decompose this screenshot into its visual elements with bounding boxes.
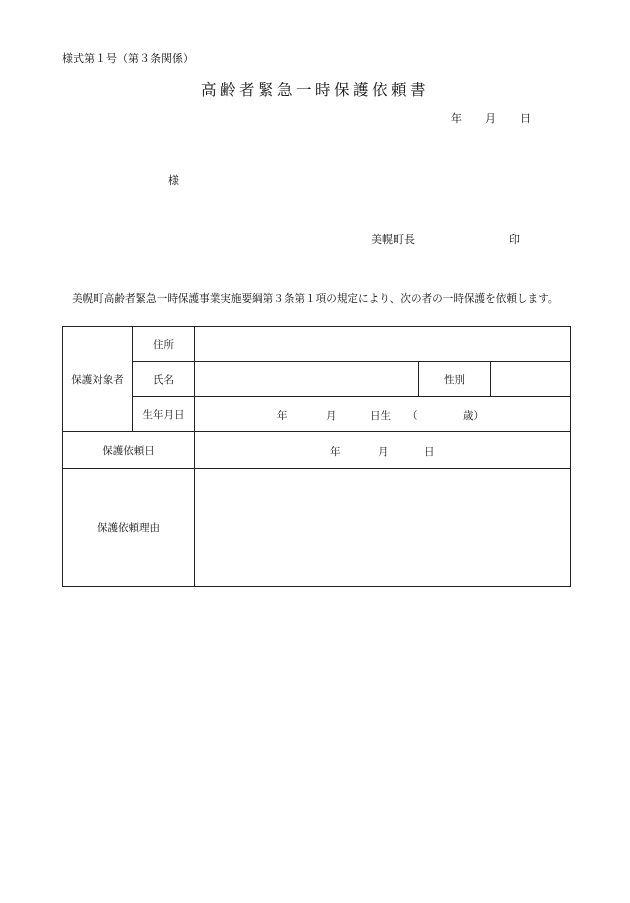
birthdate-label: 生年月日 xyxy=(133,397,195,432)
gender-label: 性別 xyxy=(419,362,491,397)
request-day-unit: 日 xyxy=(424,446,435,458)
date-month-label: 月 xyxy=(485,112,496,125)
age-paren-open: （ xyxy=(407,410,418,422)
document-title: 高齢者緊急一時保護依頼書 xyxy=(200,81,429,99)
addressee-suffix: 様 xyxy=(168,174,179,187)
date-day-label: 日 xyxy=(520,112,531,125)
gender-field[interactable] xyxy=(491,362,571,397)
name-label: 氏名 xyxy=(133,362,195,397)
name-row xyxy=(63,362,571,397)
address-label: 住所 xyxy=(133,327,195,362)
request-form-table xyxy=(62,326,571,587)
birth-year-unit: 年 xyxy=(277,410,288,422)
address-field[interactable] xyxy=(195,327,571,362)
date-year-label: 年 xyxy=(451,112,462,125)
protected-person-label: 保護対象者 xyxy=(63,327,133,432)
reason-label: 保護依頼理由 xyxy=(63,469,195,587)
birthdate-row xyxy=(63,397,571,432)
birth-month-unit: 月 xyxy=(326,410,337,422)
reason-field[interactable] xyxy=(195,469,571,587)
birth-day-unit: 日生 xyxy=(370,410,391,422)
request-year-unit: 年 xyxy=(330,446,341,458)
form-reference: 様式第１号（第３条関係） xyxy=(62,52,194,65)
reason-row xyxy=(63,469,571,587)
request-date-row xyxy=(63,432,571,469)
sender-title: 美幌町長 xyxy=(371,233,415,246)
birthdate-field[interactable] xyxy=(195,397,571,432)
name-field[interactable] xyxy=(195,362,419,397)
address-row xyxy=(63,327,571,362)
age-unit: 歳） xyxy=(463,410,484,422)
seal-mark: 印 xyxy=(509,233,520,246)
request-date-label: 保護依頼日 xyxy=(63,432,195,469)
body-paragraph: 美幌町高齢者緊急一時保護事業実施要綱第３条第１項の規定により、次の者の一時保護を依頼します。 xyxy=(72,293,559,305)
request-date-field[interactable] xyxy=(195,432,571,469)
request-month-unit: 月 xyxy=(378,446,389,458)
